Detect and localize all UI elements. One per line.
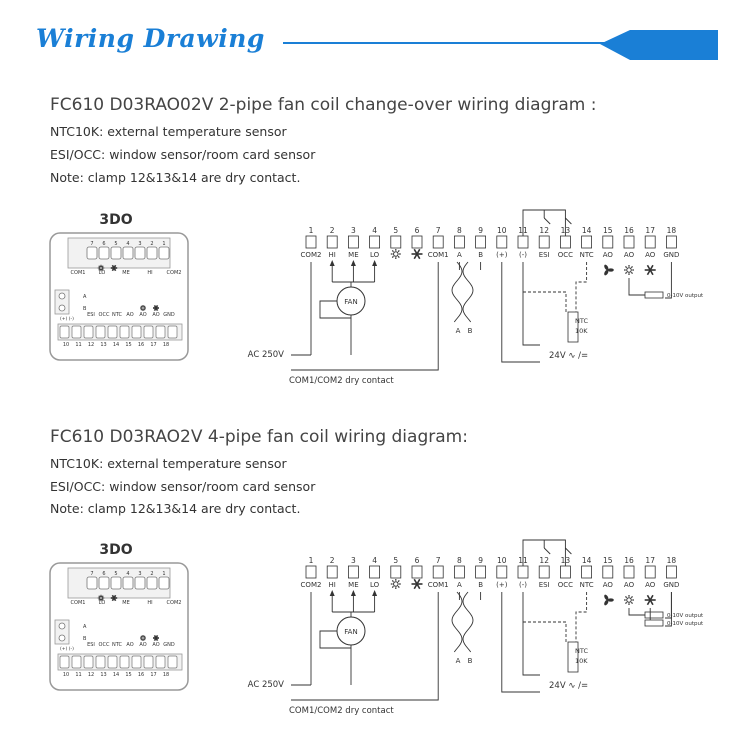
terminal-6 [412, 236, 422, 248]
device-top-number: 6 [102, 241, 106, 247]
section-1-note-1: NTC10K: external temperature sensor [50, 124, 287, 139]
device-side-polarity: (+) (-) [60, 317, 74, 322]
terminal-6 [412, 566, 422, 578]
device-top-terminal [159, 577, 169, 589]
terminal-4 [370, 236, 380, 248]
device-top-label: COM2 [166, 600, 182, 606]
terminal-number: 5 [393, 226, 399, 235]
ntc-common-wire [523, 622, 566, 642]
device-bottom-number: 16 [137, 672, 145, 678]
device-bottom-label: AO [126, 312, 134, 318]
terminal-label: OCC [557, 581, 574, 589]
device-top-terminal [99, 247, 109, 259]
speed-arrow [372, 590, 377, 596]
terminal-number: 6 [414, 226, 420, 235]
esi-switch [544, 548, 550, 554]
terminal-number: 10 [497, 226, 507, 235]
device-top-terminal [135, 577, 145, 589]
terminal-12 [539, 566, 549, 578]
output-connector [645, 620, 663, 626]
dc-plus-wire [502, 262, 540, 362]
terminal-4 [370, 566, 380, 578]
terminal-label: LO [370, 581, 380, 589]
terminal-label: (+) [496, 581, 508, 589]
terminal-label: AO [645, 581, 656, 589]
bus-b-label: B [467, 327, 473, 335]
terminal-label: AO [623, 581, 635, 589]
terminal-number: 7 [435, 226, 441, 235]
device-top-number: 5 [114, 241, 118, 247]
device-bottom-terminal [84, 326, 93, 338]
terminal-number: 1 [308, 226, 314, 235]
dc-minus-wire [523, 262, 540, 345]
terminal-18 [666, 566, 676, 578]
device-top-number: 3 [138, 241, 142, 247]
terminal-label: (-) [519, 581, 527, 589]
device-bottom-number: 12 [87, 342, 95, 348]
device-bottom-label: NTC [112, 312, 122, 318]
device-top-number: 4 [126, 571, 130, 577]
ao-cool-icon [645, 265, 656, 275]
device-bottom-terminal [60, 656, 69, 668]
wiring-diagram-2-pipe [0, 200, 750, 395]
terminal-number: 15 [603, 226, 613, 235]
device-top-terminal [159, 247, 169, 259]
dc-minus-wire [523, 592, 540, 675]
speed-arrow [330, 260, 335, 266]
device-top-terminal [135, 247, 145, 259]
terminal-number: 2 [329, 556, 335, 565]
com1-wire [291, 592, 438, 700]
cool-icon [412, 249, 423, 259]
heat-icon [391, 579, 401, 589]
device-side-polarity: (+) (-) [60, 647, 74, 652]
terminal-number: 15 [603, 556, 613, 565]
com1-wire [291, 262, 438, 370]
device-bottom-number: 13 [100, 342, 107, 348]
device-bottom-number: 15 [125, 342, 132, 348]
device-top-number: 3 [138, 571, 142, 577]
device-bottom-terminal [168, 326, 177, 338]
terminal-13 [560, 236, 570, 248]
bus-twist-b [463, 262, 473, 322]
device-top-number: 2 [150, 571, 154, 577]
terminal-5 [391, 566, 401, 578]
speed-arrow [351, 260, 356, 266]
device-top-label: LO [98, 600, 106, 606]
device-bottom-label: ESI [87, 312, 95, 318]
terminal-1 [306, 236, 316, 248]
terminal-label: AO [602, 251, 613, 259]
device-top-number: 4 [126, 241, 130, 247]
occ-switch [565, 548, 571, 554]
device-bottom-terminal [132, 656, 141, 668]
section-2-note-2: ESI/OCC: window sensor/room card sensor [50, 479, 316, 494]
device-top-label: ME [122, 270, 130, 276]
terminal-number: 5 [393, 556, 399, 565]
header-title: Wiring Drawing [36, 24, 265, 53]
bus-a-label: A [455, 327, 461, 335]
device-top-label: COM2 [166, 270, 182, 276]
device-bottom-label: AO [152, 642, 160, 648]
output-connector [645, 292, 663, 298]
device-label: 3DO [99, 212, 133, 228]
device-bottom-terminal [156, 326, 165, 338]
ntc-wire [576, 592, 587, 642]
terminal-17 [645, 566, 655, 578]
terminal-number: 16 [624, 556, 634, 565]
device-top-terminal [147, 577, 157, 589]
device-top-terminal [147, 247, 157, 259]
terminal-12 [539, 236, 549, 248]
terminal-2 [327, 566, 337, 578]
terminal-label: HI [328, 581, 336, 589]
terminal-label: ESI [538, 581, 550, 589]
terminal-number: 3 [351, 556, 356, 565]
device-bottom-label: OCC [98, 642, 110, 648]
ao-heat-icon [624, 265, 634, 275]
device-bottom-label: GND [163, 312, 175, 318]
device-top-label: HI [147, 600, 153, 606]
terminal-number: 8 [457, 226, 462, 235]
terminal-label: HI [328, 251, 336, 259]
dc-plus-wire [502, 592, 540, 692]
terminal-number: 4 [372, 556, 377, 565]
ao-cool-icon [645, 595, 656, 605]
dry-contact-label: COM1/COM2 dry contact [289, 376, 394, 386]
terminal-label: A [457, 251, 462, 259]
terminal-1 [306, 566, 316, 578]
terminal-10 [497, 236, 507, 248]
terminal-label: ME [348, 251, 359, 259]
terminal-15 [603, 236, 613, 248]
device-bottom-number: 14 [112, 342, 120, 348]
terminal-14 [582, 566, 592, 578]
device-bottom-number: 17 [150, 672, 157, 678]
terminal-label: AO [645, 251, 656, 259]
device-top-terminal [87, 577, 97, 589]
bus-twist-b [463, 592, 473, 652]
ac-label: AC 250V [247, 680, 284, 690]
terminal-14 [582, 236, 592, 248]
device-top-terminal [123, 247, 133, 259]
device-side-label: A [83, 294, 87, 300]
terminal-16 [624, 236, 634, 248]
terminal-11 [518, 236, 528, 248]
terminal-8 [454, 566, 464, 578]
terminal-number: 13 [560, 556, 571, 565]
device-bottom-number: 15 [125, 672, 132, 678]
device-bottom-terminal [144, 326, 153, 338]
bus-b-label: B [467, 657, 473, 665]
terminal-number: 1 [308, 556, 314, 565]
terminal-label: AO [623, 251, 635, 259]
device-bottom-terminal [72, 326, 81, 338]
terminal-11 [518, 566, 528, 578]
device-bottom-number: 14 [112, 672, 120, 678]
device-top-label: LO [98, 270, 106, 276]
device-bottom-number: 11 [75, 672, 82, 678]
terminal-label: OCC [557, 251, 574, 259]
output-label: 0-10V output [667, 613, 704, 619]
terminal-label: B [478, 251, 484, 259]
terminal-2 [327, 236, 337, 248]
terminal-label: (+) [496, 251, 508, 259]
terminal-number: 10 [497, 556, 507, 565]
terminal-15 [603, 566, 613, 578]
device-top-number: 7 [90, 571, 94, 577]
terminal-number: 13 [560, 226, 571, 235]
speed-arrow [330, 590, 335, 596]
ao-heat-icon [624, 595, 634, 605]
terminal-8 [454, 236, 464, 248]
occ-switch [565, 218, 571, 224]
terminal-label: A [457, 581, 462, 589]
terminal-number: 18 [666, 556, 677, 565]
device-bottom-number: 18 [162, 342, 170, 348]
terminal-18 [666, 236, 676, 248]
terminal-number: 17 [645, 556, 655, 565]
terminal-label: NTC [579, 251, 594, 259]
device-label: 3DO [99, 542, 133, 558]
terminal-label: (-) [519, 251, 527, 259]
device-bottom-terminal [108, 326, 117, 338]
terminal-number: 7 [435, 556, 441, 565]
terminal-17 [645, 236, 655, 248]
wiring-diagram-4-pipe [0, 530, 750, 725]
device-bottom-terminal [60, 326, 69, 338]
output-label: 0-10V output [667, 621, 704, 627]
device-bottom-number: 16 [137, 342, 145, 348]
bus-twist-a [452, 592, 462, 652]
device-bottom-label: AO [139, 312, 147, 318]
esi-switch [544, 218, 550, 224]
terminal-7 [433, 566, 443, 578]
terminal-label: B [478, 581, 484, 589]
terminal-number: 11 [518, 556, 528, 565]
output-connector [645, 612, 663, 618]
device-bottom-label: AO [152, 312, 160, 318]
section-1-note-3: Note: clamp 12&13&14 are dry contact. [50, 170, 301, 185]
ac-label: AC 250V [247, 350, 284, 360]
device-bottom-number: 12 [87, 672, 95, 678]
fan-motor-label: FAN [344, 628, 358, 636]
terminal-label: NTC [579, 581, 594, 589]
device-bottom-terminal [144, 656, 153, 668]
terminal-number: 12 [539, 556, 549, 565]
device-bottom-terminal [96, 326, 105, 338]
device-bottom-number: 13 [100, 672, 107, 678]
bus-a-label: A [455, 657, 461, 665]
ntc-wire [576, 262, 587, 312]
device-bottom-label: AO [126, 642, 134, 648]
heat-icon [391, 249, 401, 259]
device-side-terminal [59, 293, 65, 299]
device-side-terminal [59, 635, 65, 641]
device-top-terminal [111, 577, 121, 589]
terminal-label: LO [370, 251, 380, 259]
terminal-label: GND [663, 251, 680, 259]
device-bottom-terminal [108, 656, 117, 668]
terminal-number: 11 [518, 226, 528, 235]
terminal-number: 6 [414, 556, 420, 565]
device-top-number: 1 [162, 571, 166, 577]
terminal-label: ME [348, 581, 359, 589]
device-bottom-terminal [156, 656, 165, 668]
terminal-number: 12 [539, 226, 549, 235]
device-bottom-number: 17 [150, 342, 157, 348]
device-bottom-terminal [132, 326, 141, 338]
device-top-number: 5 [114, 571, 118, 577]
device-top-terminal [111, 247, 121, 259]
terminal-3 [348, 236, 358, 248]
device-bottom-label: AO [139, 642, 147, 648]
device-bottom-terminal [72, 656, 81, 668]
device-bottom-label: GND [163, 642, 175, 648]
device-top-label: COM1 [70, 600, 86, 606]
speed-arrow [372, 260, 377, 266]
terminal-16 [624, 566, 634, 578]
output-label: 0-10V output [667, 293, 704, 299]
ntc-value-label: 10K [575, 327, 588, 335]
terminal-label: AO [602, 581, 613, 589]
terminal-label: COM2 [300, 581, 322, 589]
fan-icon [603, 594, 613, 606]
device-bottom-terminal [168, 656, 177, 668]
terminal-number: 4 [372, 226, 377, 235]
dry-contact-label: COM1/COM2 dry contact [289, 706, 394, 716]
device-bottom-number: 18 [162, 672, 170, 678]
terminal-number: 14 [581, 226, 592, 235]
terminal-9 [476, 566, 486, 578]
header-divider [283, 42, 613, 44]
device-bottom-terminal [120, 326, 129, 338]
terminal-label: COM1 [427, 581, 449, 589]
device-bottom-label: ESI [87, 642, 95, 648]
device-top-label: COM1 [70, 270, 86, 276]
device-bottom-terminal [96, 656, 105, 668]
device-top-number: 1 [162, 241, 166, 247]
ntc-label: NTC [575, 647, 588, 655]
speed-arrow [351, 590, 356, 596]
device-bottom-terminal [120, 656, 129, 668]
device-top-terminal [123, 577, 133, 589]
section-2-note-1: NTC10K: external temperature sensor [50, 456, 287, 471]
device-bottom-terminal [84, 656, 93, 668]
device-side-terminal [59, 305, 65, 311]
terminal-13 [560, 566, 570, 578]
section-1-title: FC610 D03RAO02V 2-pipe fan coil change-over wiring diagram : [50, 95, 597, 115]
terminal-7 [433, 236, 443, 248]
bus-twist-a [452, 262, 462, 322]
cool-icon [412, 579, 423, 589]
output-wire [629, 278, 645, 295]
terminal-10 [497, 566, 507, 578]
device-side-label: B [83, 636, 87, 642]
terminal-3 [348, 566, 358, 578]
device-bottom-number: 10 [62, 342, 70, 348]
header-banner [600, 30, 720, 60]
ntc-label: NTC [575, 317, 588, 325]
fan-icon [603, 264, 613, 276]
terminal-number: 18 [666, 226, 677, 235]
terminal-label: GND [663, 581, 680, 589]
device-top-label: HI [147, 270, 153, 276]
device-top-number: 2 [150, 241, 154, 247]
terminal-number: 16 [624, 226, 634, 235]
terminal-label: COM2 [300, 251, 322, 259]
terminal-label: COM1 [427, 251, 449, 259]
device-side-terminal [59, 623, 65, 629]
terminal-number: 14 [581, 556, 592, 565]
device-bottom-label: OCC [98, 312, 110, 318]
terminal-5 [391, 236, 401, 248]
section-1-note-2: ESI/OCC: window sensor/room card sensor [50, 147, 316, 162]
terminal-9 [476, 236, 486, 248]
device-top-label: ME [122, 600, 130, 606]
terminal-number: 8 [457, 556, 462, 565]
device-bottom-number: 11 [75, 342, 82, 348]
section-2-note-3: Note: clamp 12&13&14 are dry contact. [50, 501, 301, 516]
section-2-title: FC610 D03RAO2V 4-pipe fan coil wiring diagram: [50, 427, 468, 447]
terminal-number: 2 [329, 226, 335, 235]
terminal-number: 17 [645, 226, 655, 235]
ntc-value-label: 10K [575, 657, 588, 665]
device-top-number: 6 [102, 571, 106, 577]
device-side-label: A [83, 624, 87, 630]
output-wire [629, 608, 645, 615]
device-bottom-number: 10 [62, 672, 70, 678]
terminal-label: ESI [538, 251, 550, 259]
device-top-terminal [87, 247, 97, 259]
terminal-number: 9 [478, 556, 483, 565]
dc-label: 24V ∿ /= [549, 681, 589, 691]
device-side-label: B [83, 306, 87, 312]
terminal-number: 3 [351, 226, 356, 235]
fan-motor-label: FAN [344, 298, 358, 306]
device-top-terminal [99, 577, 109, 589]
terminal-number: 9 [478, 226, 483, 235]
dc-label: 24V ∿ /= [549, 351, 589, 361]
device-top-number: 7 [90, 241, 94, 247]
device-bottom-label: NTC [112, 642, 122, 648]
ntc-common-wire [523, 292, 566, 312]
